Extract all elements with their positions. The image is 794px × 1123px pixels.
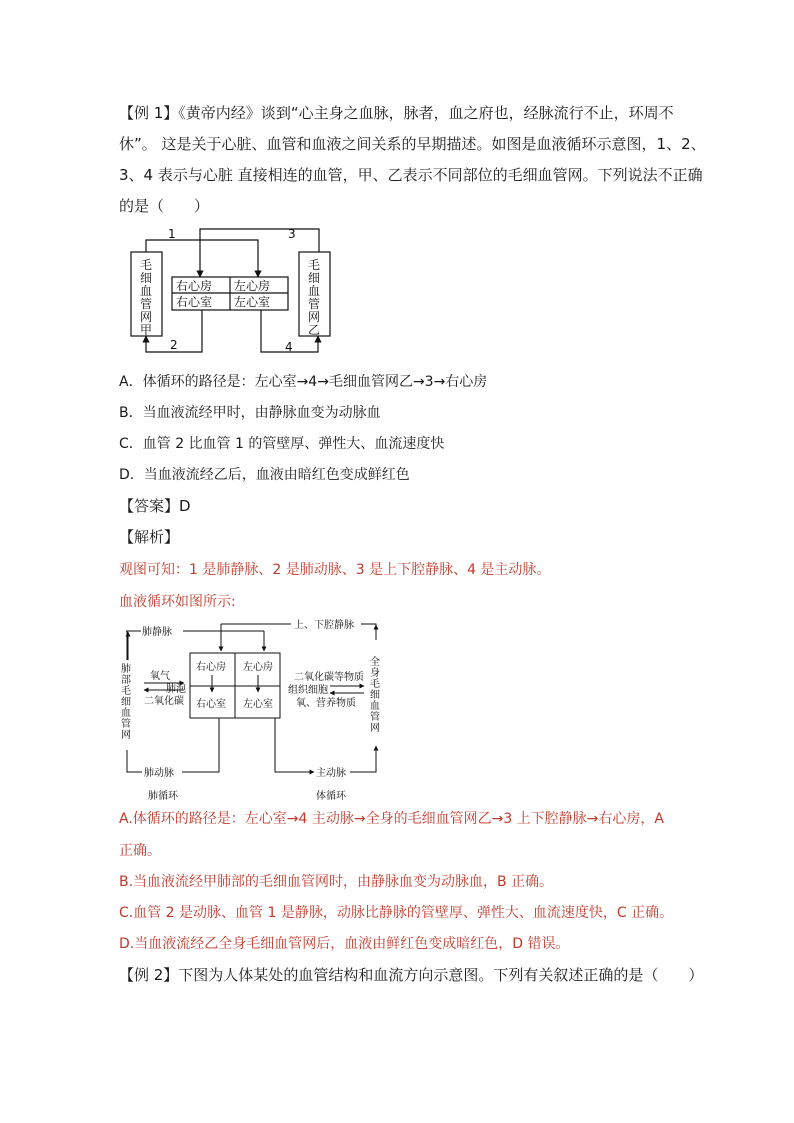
pulmonary-capillary-label: 毛: [121, 686, 131, 697]
vessel-2-label: 2: [170, 338, 178, 352]
systemic-capillary-label: 管: [370, 712, 380, 723]
o2-nutrients-label: 氧、营养物质: [296, 698, 356, 709]
pulmonary-capillary-label: 管: [121, 719, 131, 730]
tissue-cells-label: 组织细胞: [288, 685, 328, 696]
systemic-capillary-label: 细: [370, 690, 380, 701]
pulmonary-capillary-label: 部: [121, 675, 131, 686]
co2-etc-label: 二氧化碳等物质: [294, 672, 364, 683]
vena-cava-label: 上、下腔静脉: [294, 620, 354, 631]
capillary-network-b-label: 网: [308, 310, 321, 324]
pulmonary-capillary-label: 网: [121, 730, 131, 741]
capillary-network-a-label: 细: [140, 271, 153, 285]
example2-question: 【例 2】下图为人体某处的血管结构和血流方向示意图。下列有关叙述正确的是（ ）: [119, 966, 704, 984]
systemic-capillary-label: 全: [370, 657, 380, 668]
question-line: 休”。 这是关于心脏、血管和血液之间关系的早期描述。如图是血液循环示意图，1、2、: [119, 135, 706, 153]
fig2-left-atrium: 左心房: [243, 662, 273, 673]
question-line: 3、4 表示与心脏 直接相连的血管，甲、乙表示不同部位的毛细血管网。下列说法不正确: [119, 166, 703, 184]
capillary-network-a-label: 网: [140, 310, 153, 324]
analysis-a-cont: 正确。: [119, 843, 161, 859]
option-b: B．当血液流经甲时，由静脉血变为动脉血: [119, 405, 381, 421]
pulmonary-vein-label: 肺静脉: [142, 627, 172, 638]
answer: 【答案】D: [119, 497, 191, 515]
left-atrium-label: 左心房: [234, 279, 271, 293]
capillary-network-b-label: 血: [308, 284, 321, 298]
capillary-network-b-label: 毛: [308, 258, 321, 272]
analysis-c: C.血管 2 是动脉、血管 1 是静脉，动脉比静脉的管壁厚、弹性大、血流速度快，C 正确。: [119, 905, 674, 921]
option-c: C．血管 2 比血管 1 的管壁厚、弹性大、血流速度快: [119, 436, 445, 452]
analysis-line: 观图可知：1 是肺静脉、2 是肺动脉、3 是上下腔静脉、4 是主动脉。: [119, 562, 551, 578]
pulmonary-capillary-label: 肺: [121, 664, 131, 675]
pulmonary-artery-label: 肺动脉: [144, 768, 174, 779]
capillary-network-b-label: 乙: [308, 323, 321, 337]
vessel-3-label: 3: [288, 227, 296, 241]
co2-label: 二氧化碳: [144, 696, 184, 707]
systemic-capillary-label: 网: [370, 723, 380, 734]
vessel-4-label: 4: [285, 340, 293, 354]
fig2-right-ventricle: 右心室: [196, 699, 226, 710]
analysis-b: B.当血液流经甲肺部的毛细血管网时，由静脉血变为动脉血，B 正确。: [119, 874, 554, 890]
right-ventricle-label: 右心室: [176, 295, 213, 309]
pulmonary-capillary-label: 细: [121, 697, 131, 708]
systemic-capillary-label: 毛: [370, 679, 380, 690]
systemic-capillary-label: 身: [370, 668, 380, 679]
analysis-a: A.体循环的路径是：左心室→4 主动脉→全身的毛细血管网乙→3 上下腔静脉→右心房，A: [119, 811, 664, 827]
fig2-left-ventricle: 左心室: [243, 699, 273, 710]
capillary-network-b-label: 管: [308, 297, 321, 311]
capillary-network-a-label: 甲: [140, 323, 153, 337]
question-line: 【例 1】《黄帝内经》谈到“心主身之血脉，脉者，血之府也，经脉流行不止，环周不: [119, 104, 674, 122]
vessel-1-label: 1: [168, 227, 176, 241]
pulmonary-capillary-label: 血: [121, 708, 131, 719]
aorta-label: 主动脉: [316, 768, 346, 779]
fig2-right-atrium: 右心房: [196, 662, 226, 673]
question-line: 的是（ ）: [119, 197, 210, 215]
analysis-line: 血液循环如图所示:: [119, 594, 236, 610]
analysis-d: D.当血液流经乙全身毛细血管网后，血液由鲜红色变成暗红色，D 错误。: [119, 936, 570, 952]
capillary-network-b-label: 细: [308, 271, 321, 285]
left-ventricle-label: 左心室: [234, 295, 271, 309]
capillary-network-a-label: 血: [140, 284, 153, 298]
option-d: D．当血液流经乙后，血液由暗红色变成鲜红色: [119, 467, 410, 483]
pulmonary-circulation-label: 肺循环: [148, 791, 178, 802]
right-atrium-label: 右心房: [176, 279, 213, 293]
analysis-title: 【解析】: [119, 528, 180, 546]
capillary-network-a-label: 毛: [140, 258, 153, 272]
capillary-network-a-label: 管: [140, 297, 153, 311]
oxygen-label: 氧气: [150, 671, 170, 682]
systemic-capillary-label: 血: [370, 701, 380, 712]
option-a: A．体循环的路径是：左心室→4→毛细血管网乙→3→右心房: [119, 374, 488, 390]
systemic-circulation-label: 体循环: [316, 791, 346, 802]
alveoli-label: 肺泡: [166, 684, 186, 695]
